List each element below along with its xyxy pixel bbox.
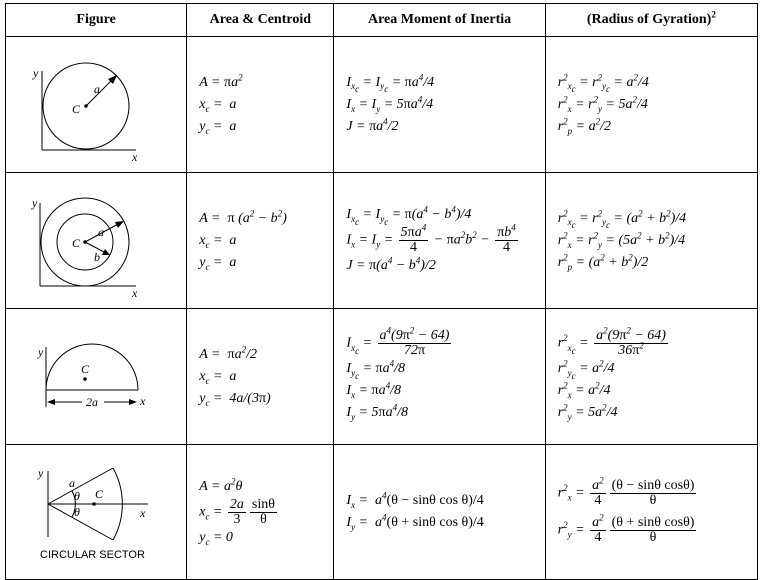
rg-formulas [546,475,757,545]
frac-theta-minus: $\frac{\text{(θ − sinθ cosθ)}}{\theta}$ [611,478,695,508]
area-formulas [187,72,333,138]
theta-label-lower: θ [74,505,80,519]
rx-formula: $r^2_x$ = $\frac{a^2}{4}$ $\frac{\text{(θ − sinθ cosθ)}}{\theta}$ [557,475,695,508]
header-rg-sup: 2 [711,9,716,20]
c-label: C [95,487,104,501]
semicircle-arc [46,344,138,390]
header-row [6,4,758,37]
xc-formula: $x_c = a$ [199,232,237,250]
y-label: y [38,345,44,359]
area-cell [187,445,334,580]
rg-cell [545,309,757,445]
iy-formula: $I_y = a^4(\theta + \sin\theta$ cos θ)/4 [346,512,484,532]
rx-formula: $r^2_x = r^2_y = (5a^2 + b^2)/4$ [557,229,686,250]
x-label: x [132,286,138,300]
ixc-formula: $I_{x_c} = I_{y_c} = \pi a^4/4$ [346,71,435,95]
figure-cell [6,445,187,580]
ix-formula: $I_x = a^4(\theta - \sin\theta$ cos θ)/4 [346,490,484,510]
b-label: b [94,250,100,264]
table-row-circle [6,37,758,173]
outer-arrow-head [115,221,124,228]
dimension-arrow-right [129,399,137,405]
sector-edge-lower [48,504,113,540]
y-label: y [33,66,39,80]
moi-formulas [334,325,544,424]
ix-formula: $I_x = \pi a^4/8$ [346,380,402,400]
properties-table [5,3,758,580]
half-circle-figure [6,309,187,439]
two-a-label: 2a [86,395,98,409]
centroid-dot [83,377,87,381]
moi-formulas [334,72,544,138]
area-formulas [187,476,333,549]
yc-formula: $y_c = a$ [199,118,237,136]
area-formula: $A = \pi a^2$ [199,71,243,90]
c-label: C [81,362,90,376]
iy-formula: $I_y = 5\pi a^4/8$ [346,402,409,422]
circle-figure [6,37,187,167]
rg-formulas [546,325,757,424]
xc-formula: $x_c = a$ [199,368,237,386]
frac-a2-4-x: $\frac{a^2}{4}$ [592,475,604,508]
j-formula: $J = \pi a^4/2$ [346,115,399,134]
ix-formula: $I_x = I_y = 5\pi a^4/4$ [346,93,434,114]
ix-formula: $I_x = I_y$ = $\frac{5\pi a^4}{4}$ − $\pi a^2b^2$ − $\frac{\pi b^4}{4}$ [346,222,516,255]
frac-a2-4-y: $\frac{a^2}{4}$ [592,512,604,545]
frac-rxc: $\frac{a^2(9\pi^2 - 64)}{36\pi^2}$ [596,325,666,358]
ixc-formula: $I_{x_c} = I_{y_c} = \pi(a^4 - b^4)/4$ [346,204,472,227]
header-rg-text: (Radius of Gyration) [586,12,712,27]
area-cell [187,173,334,309]
a-label: a [69,476,75,490]
moi-cell [334,173,545,309]
ixc-formula: $I_{x_c}$ = $\frac{a^4(9\pi^2 - 64)}{72\pi}$ [346,325,450,358]
moi-formulas [334,204,544,277]
moi-cell [334,445,545,580]
frac-sin-theta: $\frac{\sin\theta}{\theta}$ [251,496,275,527]
rx-formula: $r^2_x = a^2/4$ [557,380,611,400]
c-label: C [72,102,81,116]
moi-cell [334,309,545,445]
frac-theta-plus: $\frac{\text{(θ + sinθ cosθ)}}{\theta}$ [611,515,695,545]
rp-formula: $r^2_p = (a^2 + b^2)/2$ [557,251,649,272]
frac-pib4: $\frac{\pi b^4}{4}$ [497,222,516,255]
area-formula: $A = \pi a^2/2$ [199,343,257,362]
rg-formulas [546,208,757,274]
yc-formula: $y_c = 0$ [199,529,233,547]
x-label: x [140,506,146,520]
rp-formula: $r^2_p = a^2/2$ [557,115,611,136]
frac-2a-3: $\frac{2a}{3}$ [229,496,244,527]
c-label: C [72,236,81,250]
area-formula: $A = a^2\theta$ [199,475,243,494]
sector-caption: CIRCULAR SECTOR [40,549,145,561]
area-formulas [187,208,333,274]
table-row-circular-sector [6,445,758,580]
y-label: y [32,196,38,210]
header-area-centroid: Area & Centroid [187,4,334,37]
a-label: a [98,225,104,239]
rg-cell [545,445,757,580]
dimension-arrow-left [47,399,55,405]
area-cell [187,37,334,173]
x-label: x [132,150,138,164]
area-formula: A = π $(a^2 - b^2)$ [199,207,287,226]
moi-formulas [334,490,544,534]
rg-cell [545,37,757,173]
frac-ixc: $\frac{a^4(9\pi^2 - 64)}{72\pi}$ [379,325,450,358]
header-moment-of-inertia: Area Moment of Inertia [334,4,545,37]
moi-cell [334,37,545,173]
ry-formula: $r^2_y = 5a^2/4$ [557,402,618,422]
a-label: a [94,82,100,96]
area-formulas [187,344,333,410]
rg-formulas [546,72,757,138]
figure-cell [6,309,187,445]
figure-cell [6,37,187,173]
rxc-formula: $r^2_{x_c} = r^2_{y_c} = a^2/4$ [557,71,649,95]
ryc-formula: $r^2_{y_c} = a^2/4$ [557,358,615,381]
theta-label-upper: θ [74,489,80,503]
x-label: x [140,394,146,408]
table-row-half-circle [6,309,758,445]
circular-sector-figure [6,445,187,574]
iyc-formula: $I_{y_c} = \pi a^4/8$ [346,358,406,381]
header-figure: Figure [6,4,187,37]
header-radius-of-gyration [545,4,757,37]
xc-formula: $x_c = a$ [199,96,237,114]
yc-formula: $y_c = a$ [199,254,237,272]
rxc-formula: $r^2_{x_c} = r^2_{y_c} = (a^2 + b^2)/4$ [557,207,687,231]
yc-formula: $y_c = 4a/(3\pi)$ [199,390,271,408]
centroid-dot [92,502,96,506]
sector-edge-upper [48,468,113,504]
area-cell [187,309,334,445]
hollow-circle-figure [6,173,187,303]
figure-cell [6,173,187,309]
rx-formula: $r^2_x = r^2_y = 5a^2/4$ [557,93,648,114]
j-formula: $J = \pi(a^4 - b^4)/2$ [346,255,436,273]
xc-formula: $x_c$ = $\frac{2a}{3}$ $\frac{\sin\theta}{\theta}$ [199,496,275,527]
y-label: y [38,466,44,480]
rg-cell [545,173,757,309]
table-row-hollow-circle [6,173,758,309]
frac-5pia4: $\frac{5\pi a^4}{4}$ [400,222,427,255]
ry-formula: $r^2_y$ = $\frac{a^2}{4}$ $\frac{\text{(θ + sinθ cosθ)}}{\theta}$ [557,512,695,545]
rxc-formula: $r^2_{x_c}$ = $\frac{a^2(9\pi^2 - 64)}{36\pi^2}$ [557,325,666,358]
